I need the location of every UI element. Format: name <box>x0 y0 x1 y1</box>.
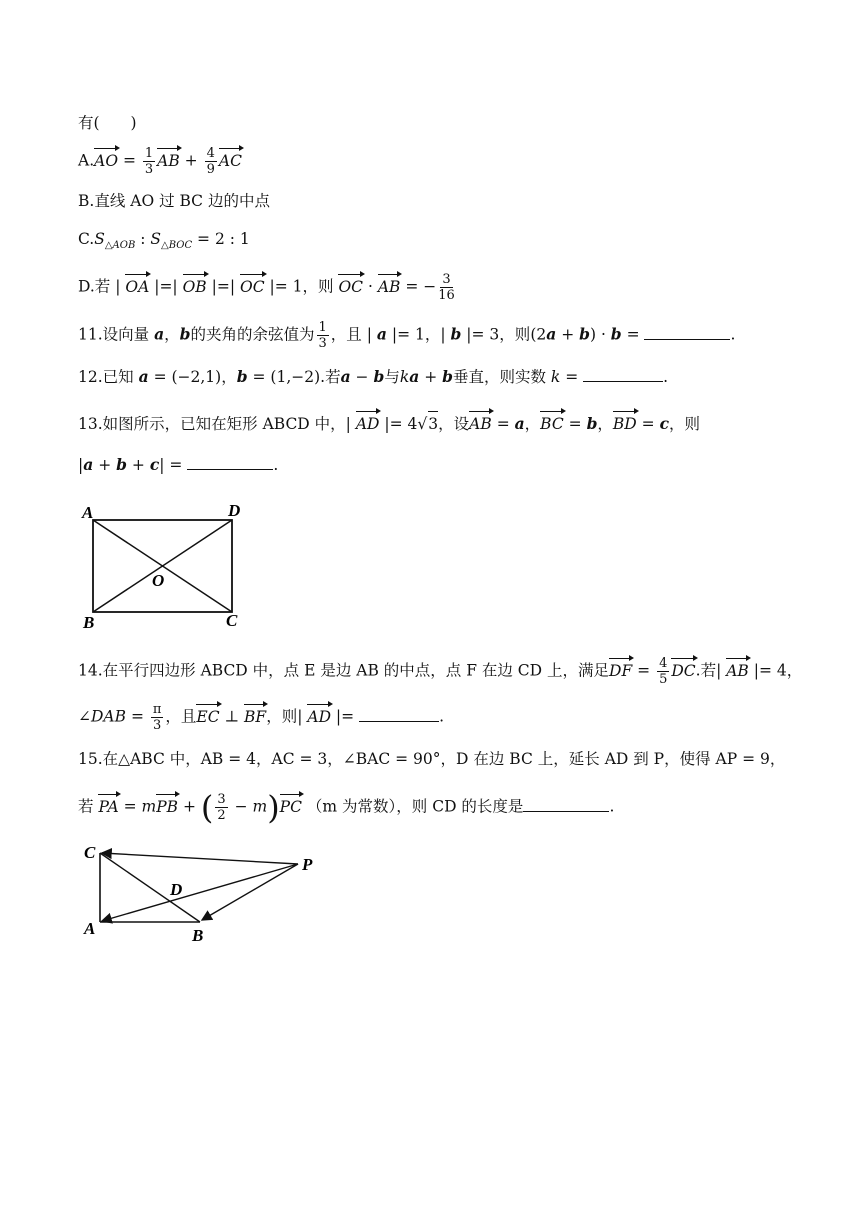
q14-and: ，且 <box>165 707 197 726</box>
point-a-label: A <box>82 503 94 522</box>
q12-answer-blank[interactable] <box>583 367 663 382</box>
q12-prefix: 12.已知 <box>78 368 134 386</box>
option-d-label: D.若 <box>78 277 111 296</box>
q12-perp: 垂直，则实数 <box>452 368 546 386</box>
point-p-label: P <box>302 855 313 874</box>
q15-note: （m 为常数），则 CD 的长度是 <box>306 797 524 816</box>
q10-option-c: $C.S_{\triangle AOB}$ : $S_{\triangle BOC} = 2$ : 1 <box>78 230 250 251</box>
q13-prefix: 13.如图所示，已知在矩形 ABCD 中， <box>78 415 346 433</box>
option-d-then: ，则 <box>302 277 334 296</box>
q12-mid: .若 <box>320 368 341 386</box>
question-12: 12.已知 a = (−2,1)，b = (1,−2).若a − b与ka + b垂直，则实数 k = . <box>78 367 669 386</box>
option-b-text: B.直线 AO 过 BC 边的中点 <box>78 192 270 210</box>
point-b2-label: B <box>192 926 204 945</box>
point-b-label: B <box>83 613 95 632</box>
triangle-figure <box>80 838 330 948</box>
question-14: 14.在平行四边形 ABCD 中，点 E 是边 AB 的中点，点 F 在边 CD 上，满足DF = $\frac{4}{5}$ DC.若| AB |= 4， <box>78 656 803 687</box>
q10-tail <box>78 112 137 134</box>
q11-and: ，且 <box>330 325 362 344</box>
q14-prefix: 14.在平行四边形 ABCD 中，点 E 是边 AB 的中点，点 F 在边 CD 上，满足 <box>78 661 610 680</box>
point-a2-label: A <box>84 919 96 938</box>
q14-if: .若 <box>695 661 717 680</box>
point-c-label: C <box>226 611 238 630</box>
q13-answer-blank[interactable] <box>187 455 273 470</box>
q11-answer-blank[interactable] <box>644 325 730 340</box>
q15-if: 若 <box>78 797 94 816</box>
question-15 <box>78 748 785 770</box>
point-c2-label: C <box>84 843 96 862</box>
q14-then: ，则 <box>266 707 298 726</box>
q10-option-d: D.若 | OA |=| OB |=| OC |= 1，则 OC · AB = − $\frac{3}{16}$ <box>78 272 455 303</box>
question-13-line2: |a + b + c| = . <box>78 455 279 474</box>
option-a-label: A. <box>78 151 95 170</box>
question-13: 13.如图所示，已知在矩形 ABCD 中，| AD |= 4√3，设AB = a，BC = b，BD = c，则 <box>78 410 700 435</box>
question-11: 11.设向量 a，b的夹角的余弦值为 $\frac{1}{3}$ ，且 | a |= 1，| b |= 3，则(2a + b) · b = . <box>78 320 736 351</box>
q11-then: ，则 <box>499 325 531 344</box>
question-14-line2: ∠DAB = $\frac{\pi}{3}$ ，且EC ⊥ BF，则| AD |= . <box>78 702 445 733</box>
point-d2-label: D <box>170 880 183 899</box>
point-d-label: D <box>228 501 241 520</box>
question-15-line2: 若 PA = mPB + ( $\frac{3}{2}$ − m)PC （m 为常数），则 CD 的长度是 . <box>78 788 615 827</box>
q14-answer-blank[interactable] <box>359 707 439 722</box>
option-c-label: C. <box>78 230 95 248</box>
q12-with: 与 <box>384 368 400 386</box>
q13-then: ，则 <box>669 415 701 433</box>
rectangle-figure <box>80 496 250 636</box>
q11-prefix: 11.设向量 <box>78 325 150 344</box>
q11-mid: 的夹角的余弦值为 <box>190 325 315 344</box>
q13-set: ，设 <box>438 415 470 433</box>
q15-answer-blank[interactable] <box>523 797 609 812</box>
q10-tail-text: 有( ) <box>78 114 137 132</box>
q15-line1: 15.在△ABC 中，AB = 4，AC = 3，∠BAC = 90°，D 在边 BC 上，延长 AD 到 P，使得 AP = 9， <box>78 750 786 768</box>
point-o-label: O <box>152 571 165 590</box>
option-c-ratio: = 2 : 1 <box>197 230 250 248</box>
q10-option-a: A.AO = $\frac{1}{3}$ AB + $\frac{4}{9}$ AC <box>78 146 242 177</box>
q10-option-b <box>78 190 270 212</box>
